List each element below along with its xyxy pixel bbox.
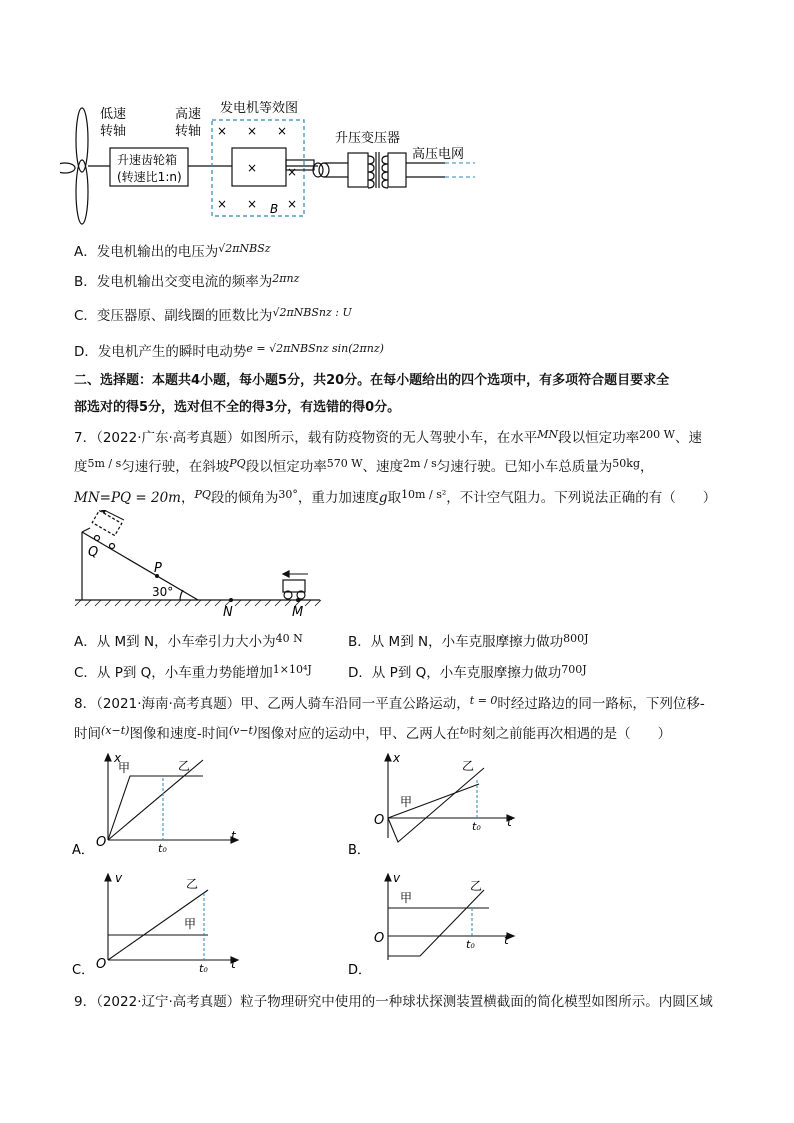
q9-line-1: 9．（2022·辽宁·高考真题）粒子物理研究中使用的一种球状探测装置横截面的简化模型如图所示。内圆区域 [74,994,713,1010]
svg-text:O: O [96,835,107,850]
svg-text:甲: 甲 [118,761,131,775]
svg-text:甲: 甲 [400,891,413,905]
section-2-line-1: 二、选择题：本题共4小题，每小题5分，共20分。在每小题给出的四个选项中，有多项符合题目要求全 [74,373,670,388]
svg-text:×: × [247,161,258,175]
q7-option-b: B．从 M到 N，小车克服摩擦力做功$^{800J}$ [348,632,589,650]
svg-text:t: t [231,829,236,843]
svg-text:v: v [115,871,123,885]
svg-text:乙: 乙 [178,759,191,773]
svg-text:×: × [247,197,258,211]
q6-option-c: C．变压器原、副线圈的匝数比为$^{√2\pi NBSnz : U}$ [74,306,352,324]
q7-line-2: 度$^{5m / s}$匀速行驶，在斜坡$^{PQ}$段以恒定功率$^{570 W}$、速度$^{2m / s}$匀速行驶。已知小车总质量为$^{50kg}$， [74,457,654,475]
angle-label: 30° [152,585,174,599]
svg-text:v: v [393,871,401,885]
svg-text:乙: 乙 [186,877,199,891]
ground-hatching [75,600,321,606]
svg-text:乙: 乙 [470,879,483,893]
q7-option-c: C．从 P到 Q，小车重力势能增加$^{1\times 10^4J}$ [74,663,312,681]
high-speed-label-1: 高速 [175,107,202,122]
low-speed-label-1: 低速 [100,107,127,122]
point-m-label: M [292,605,304,620]
svg-text:A．: A． [72,843,94,858]
graph-d [344,868,534,980]
q6-option-a: A．发电机输出的电压为$^{√2\pi NBSz}$ [74,242,271,260]
svg-text:×: × [217,197,228,211]
svg-text:×: × [217,124,228,138]
svg-text:×: × [287,165,298,179]
svg-text:t₀: t₀ [199,962,208,975]
q8-line-2: 时间$^{(x-t)}$图像和速度-时间$^{(v-t)}$图像对应的运动中，甲、乙两人在$^{t_0}$时刻之前能再次相遇的是（ ） [74,724,672,742]
svg-text:t: t [504,933,509,947]
gearbox-label-2: (转速比1:n) [117,170,182,184]
q8-line-1: 8．（2021·海南·高考真题）甲、乙两人骑车沿同一平直公路运动，$^{t = 0}$时经过路边的同一路标，下列位移- [74,694,705,712]
q7-option-a: A．从 M到 N，小车牵引力大小为$^{40 N}$ [74,632,303,650]
svg-text:×: × [247,124,258,138]
svg-text:t₀: t₀ [158,842,167,855]
svg-text:甲: 甲 [400,795,413,809]
graph-c [68,868,258,980]
svg-text:C．: C． [72,963,95,978]
svg-text:×: × [287,197,298,211]
svg-text:t: t [507,815,512,829]
point-q-label: Q [88,545,99,560]
propeller-blade-top [76,108,88,172]
high-speed-label-2: 转轴 [175,124,202,139]
svg-text:D．: D． [348,963,372,978]
svg-text:甲: 甲 [184,917,197,931]
svg-text:t₀: t₀ [472,820,481,833]
grid-label: 高压电网 [412,147,465,162]
coil-box [232,148,286,186]
magnetic-field-crosses [217,124,297,211]
svg-text:t: t [231,957,236,971]
graph-b [344,748,534,860]
svg-text:B．: B． [348,843,370,858]
point-p-label: P [154,561,162,576]
propeller-blade-bottom [76,160,88,224]
svg-text:x: x [393,751,401,765]
q6-option-b: B．发电机输出交变电流的频率为$^{2\pi nz}$ [74,272,300,290]
svg-text:t₀: t₀ [466,938,475,951]
graph-a [68,748,258,860]
section-2-line-2: 部选对的得5分，选对但不全的得3分，有选错的得0分。 [74,400,401,415]
transformer-label: 升压变压器 [335,131,401,146]
svg-text:乙: 乙 [462,759,475,773]
svg-text:O: O [374,813,385,828]
svg-text:O: O [374,931,385,946]
point-n-label: N [223,605,233,620]
slope-diagram [70,510,330,620]
generator-title: 发电机等效图 [220,101,299,116]
low-speed-label-2: 转轴 [100,124,127,139]
q7-option-d: D．从 P到 Q，小车克服摩擦力做功$^{700J}$ [348,663,587,681]
svg-text:×: × [277,124,288,138]
svg-text:x: x [114,751,122,765]
gearbox-label-1: 升速齿轮箱 [117,153,178,167]
generator-diagram [60,98,490,233]
svg-text:O: O [96,957,107,972]
q7-line-3: MN=PQ = 20m，$^{PQ}$段的倾角为$^{30^\circ}$，重力加速度g取$^{10m / s^2}$，不计空气阻力。下列说法正确的有（ ） [74,488,717,506]
field-b-label: B [270,202,279,216]
q7-line-1: 7．（2022·广东·高考真题）如图所示，载有防疫物资的无人驾驶小车，在水平$^{MN}$段以恒定功率$^{200 W}$、速 [74,428,702,446]
q6-option-d: D．发电机产生的瞬时电动势$^{e = √2\pi NBSnz sin(2\pi nz)}$ [74,342,384,360]
propeller-blade-left [60,163,75,173]
